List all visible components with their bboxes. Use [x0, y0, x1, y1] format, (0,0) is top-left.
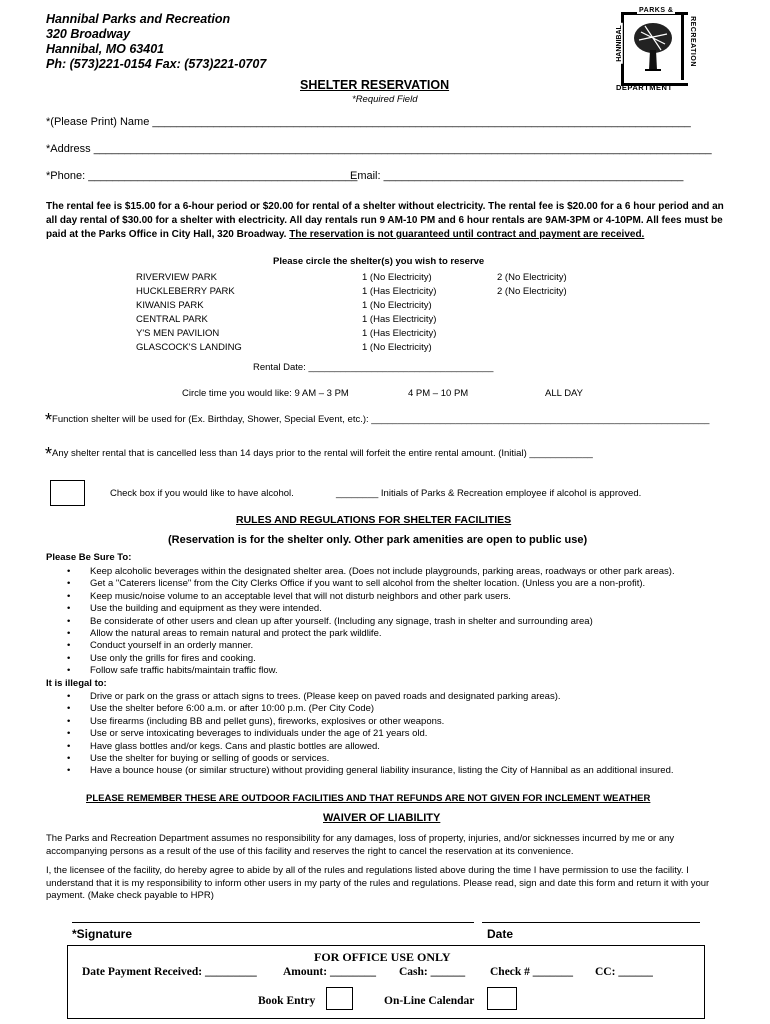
- waiver-paragraph-1: The Parks and Recreation Department assumes no responsibility for any damages, loss of property, injuries, and/or sicknesses incurred by me or any accompanying persons as a result of the use of this facility and reserves the right to cancel the reservation at its convenience.: [46, 833, 675, 857]
- rule-item: • Be considerate of other users and clean up after yourself. (Including any signage, trash in shelter and surrounding area): [46, 616, 675, 628]
- shelter-option-1[interactable]: 1 (No Electricity): [362, 272, 432, 283]
- office-use-heading: FOR OFFICE USE ONLY: [314, 950, 451, 964]
- cc-field[interactable]: CC: ______: [595, 966, 653, 978]
- rule-item: • Use or serve intoxicating beverages to individuals under the age of 21 years old.: [46, 728, 674, 740]
- rule-item: • Use the building and equipment as they were intended.: [46, 603, 675, 615]
- email-label: Email:: [350, 170, 381, 182]
- rule-item: • Have glass bottles and/or kegs. Cans and plastic bottles are allowed.: [46, 741, 674, 753]
- tree-icon: [631, 20, 675, 76]
- org-phone-fax: Ph: (573)221-0154 Fax: (573)221-0707: [46, 57, 267, 71]
- alcohol-initials-label: Initials of Parks & Recreation employee if alcohol is approved.: [380, 488, 642, 499]
- phone-field-row[interactable]: *Phone: ____________________________________________: [46, 170, 358, 182]
- book-entry-checkbox[interactable]: [326, 987, 353, 1010]
- date-label: Date: [487, 927, 514, 941]
- waiver-paragraph-2: I, the licensee of the facility, do hereby agree to abide by all of the rules and regulations listed above during the time I have permission to use the facility. I understand that it is my responsibility to inform other users in my party of the rules and regulations. Please read, sign and date this form and return it with your payment. (Make check payable to HPR): [46, 865, 710, 901]
- rule-item: • Follow safe traffic habits/maintain traffic flow.: [46, 665, 675, 677]
- be-sure-heading: Please Be Sure To:: [46, 552, 132, 563]
- rule-item: • Use only the grills for fires and cooking.: [46, 653, 675, 665]
- address-label: *Address: [46, 143, 91, 155]
- logo-text-left: HANNIBAL: [615, 25, 623, 62]
- rental-date-label: Rental Date:: [253, 362, 306, 373]
- logo-text-top: PARKS &: [639, 7, 674, 14]
- shelters-heading: Please circle the shelter(s) you wish to reserve: [273, 256, 485, 267]
- shelter-option-1[interactable]: 1 (Has Electricity): [362, 314, 437, 325]
- phone-label: *Phone:: [46, 170, 86, 182]
- signature-label: *Signature: [72, 927, 133, 941]
- signature-line[interactable]: [72, 922, 474, 923]
- rules-subheading: (Reservation is for the shelter only. Other park amenities are open to public use): [168, 534, 588, 546]
- shelter-park-name[interactable]: Y'S MEN PAVILION: [136, 328, 220, 339]
- check-field[interactable]: Check # _______: [490, 966, 574, 978]
- rule-item: • Conduct yourself in an orderly manner.: [46, 640, 675, 652]
- shelter-park-name[interactable]: RIVERVIEW PARK: [136, 272, 217, 283]
- shelter-park-name[interactable]: GLASCOCK'S LANDING: [136, 342, 242, 353]
- required-note: *Required Field: [352, 94, 418, 105]
- email-field-row[interactable]: Email: _________________________________________________: [350, 170, 684, 182]
- rule-item: • Keep alcoholic beverages within the designated shelter area. (Does not include playgrounds, parking areas, roadways or other park areas).: [46, 566, 675, 578]
- function-label: Function shelter will be used for (Ex. Birthday, Shower, Special Event, etc.):: [52, 414, 369, 425]
- time-option-evening[interactable]: 4 PM – 10 PM: [408, 388, 469, 399]
- shelter-option-1[interactable]: 1 (No Electricity): [362, 342, 432, 353]
- rule-item: • Keep music/noise volume to an acceptable level that will not disturb neighbors and other park users.: [46, 591, 675, 603]
- online-calendar-checkbox[interactable]: [487, 987, 517, 1010]
- illegal-heading: It is illegal to:: [46, 678, 107, 689]
- alcohol-initials-row[interactable]: ________ Initials of Parks & Recreation employee if alcohol is approved.: [336, 488, 642, 499]
- time-option-all-day[interactable]: ALL DAY: [545, 388, 584, 399]
- be-sure-list: [46, 566, 675, 678]
- alcohol-checkbox[interactable]: [50, 480, 85, 506]
- org-name: Hannibal Parks and Recreation: [46, 12, 231, 26]
- shelter-park-name[interactable]: HUCKLEBERRY PARK: [136, 286, 235, 297]
- illegal-list: [46, 691, 674, 778]
- rule-item: • Use the shelter for buying or selling of goods or services.: [46, 753, 674, 765]
- alcohol-label: Check box if you would like to have alcohol.: [110, 488, 294, 499]
- logo-text-bottom: DEPARTMENT: [616, 83, 673, 92]
- cancel-row[interactable]: *Any shelter rental that is cancelled less than 14 days prior to the rental will forfeit the entire rental amount. (Initial) ____________: [45, 444, 593, 464]
- shelter-park-name[interactable]: CENTRAL PARK: [136, 314, 208, 325]
- rule-item: • Use firearms (including BB and pellet guns), fireworks, explosives or other weapons.: [46, 716, 674, 728]
- book-entry-label: Book Entry: [258, 995, 316, 1007]
- shelter-option-1[interactable]: 1 (Has Electricity): [362, 286, 437, 297]
- rule-item: • Allow the natural areas to remain natural and protect the park wildlife.: [46, 628, 675, 640]
- fees-paragraph: The rental fee is $15.00 for a 6-hour period or $20.00 for rental of a shelter without electricity. The rental fee is $20.00 for a 6 hour period and an all day rental of $30.00 for a shelter with electricity. All day rentals run 9 AM-10 PM and 6 hour rentals are 9AM-3PM or 4-10PM. All fees must be paid at the Parks Office in City Hall, 320 Broadway. The reservation is not guaranteed until contract and payment are received.: [46, 201, 724, 240]
- shelter-option-2[interactable]: 2 (No Electricity): [497, 272, 567, 283]
- waiver-heading: WAIVER OF LIABILITY: [323, 812, 441, 824]
- shelter-option-2[interactable]: 2 (No Electricity): [497, 286, 567, 297]
- date-line[interactable]: [482, 922, 700, 923]
- rule-item: • Get a "Caterers license" from the City Clerks Office if you want to sell alcohol from the shelter location. (Unless you are a non-profit).: [46, 578, 675, 590]
- rule-item: • Have a bounce house (or similar structure) without providing general liability insurance, listing the City of Hannibal as an additional insured.: [46, 765, 674, 777]
- cancel-label: Any shelter rental that is cancelled less than 14 days prior to the rental will forfeit the entire rental amount. (Initial): [52, 448, 527, 459]
- rules-heading: RULES AND REGULATIONS FOR SHELTER FACILITIES: [236, 514, 512, 526]
- name-field-row[interactable]: *(Please Print) Name ________________________________________________________________________________________: [46, 116, 691, 128]
- form-title: SHELTER RESERVATION: [300, 78, 450, 92]
- date-payment-field[interactable]: Date Payment Received: _________: [82, 966, 257, 978]
- shelter-option-1[interactable]: 1 (Has Electricity): [362, 328, 437, 339]
- function-row[interactable]: *Function shelter will be used for (Ex. Birthday, Shower, Special Event, etc.): ________________________________________________________________: [45, 410, 710, 430]
- shelter-option-1[interactable]: 1 (No Electricity): [362, 300, 432, 311]
- name-label: *(Please Print) Name: [46, 116, 150, 128]
- rule-item: • Use the shelter before 6:00 a.m. or after 10:00 p.m. (Per City Code): [46, 703, 674, 715]
- org-city: Hannibal, MO 63401: [46, 42, 165, 56]
- cash-field[interactable]: Cash: ______: [399, 966, 466, 978]
- guarantee-note: The reservation is not guaranteed until contract and payment are received.: [289, 229, 645, 240]
- address-field-row[interactable]: *Address _____________________________________________________________________________________________________: [46, 143, 712, 155]
- org-street: 320 Broadway: [46, 27, 131, 41]
- amount-field[interactable]: Amount: ________: [283, 966, 376, 978]
- rule-item: • Drive or park on the grass or attach signs to trees. (Please keep on paved roads and designated parking areas).: [46, 691, 674, 703]
- outdoor-notice: PLEASE REMEMBER THESE ARE OUTDOOR FACILITIES AND THAT REFUNDS ARE NOT GIVEN FOR INCLEMENT WEATHER: [86, 793, 651, 804]
- rental-date-row[interactable]: Rental Date: ___________________________________: [253, 362, 494, 373]
- logo-text-right: RECREATION: [688, 16, 696, 67]
- time-option-morning[interactable]: Circle time you would like: 9 AM – 3 PM: [182, 388, 349, 399]
- parks-logo: [615, 7, 696, 92]
- shelter-park-name[interactable]: KIWANIS PARK: [136, 300, 204, 311]
- online-calendar-label: On-Line Calendar: [384, 995, 475, 1007]
